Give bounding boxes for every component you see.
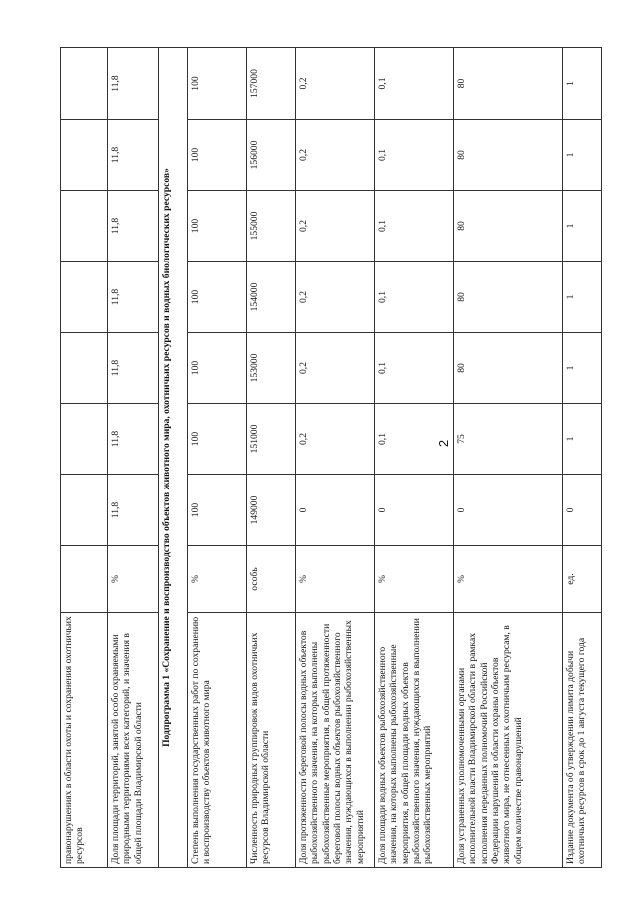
indicator-value: 75 xyxy=(454,404,563,475)
indicator-unit: ед. xyxy=(563,546,602,613)
subprogram-title: Подпрограмма 1 «Сохранение и воспроизводство объектов животного мира, охотничьих ресурсов и водных биологических ресурсов» xyxy=(159,48,188,868)
indicator-value: 11,8 xyxy=(108,120,159,191)
indicator-value: 156000 xyxy=(247,120,296,191)
subprogram-row xyxy=(159,48,188,868)
indicator-value: 0,2 xyxy=(296,333,375,404)
indicator-name: правонарушениях в области охоты и сохранения охотничьих ресурсов xyxy=(61,613,108,868)
indicator-value: 1 xyxy=(563,333,602,404)
indicator-value: 80 xyxy=(454,48,563,120)
indicator-value: 0,2 xyxy=(296,191,375,262)
indicator-name: Доля устраненных уполномоченными органами исполнительной власти Владимирской области в рамках исполнения переданных полномочий Российской Федерации нарушений в области охраны объектов животного мира, не отнесенных к охотничьим ресурсам, в общем количестве правонарушений xyxy=(454,613,563,868)
indicator-value: 0,1 xyxy=(375,48,454,120)
table-row xyxy=(108,48,159,868)
indicator-value: 154000 xyxy=(247,262,296,333)
indicator-value: 1 xyxy=(563,48,602,120)
indicator-unit: % xyxy=(108,546,159,613)
indicator-value: 151000 xyxy=(247,404,296,475)
indicator-value: 0,1 xyxy=(375,120,454,191)
indicator-unit: % xyxy=(188,546,247,613)
indicator-value: 11,8 xyxy=(108,404,159,475)
indicator-value: 153000 xyxy=(247,333,296,404)
indicator-table-rotated xyxy=(60,48,588,868)
indicator-unit: % xyxy=(454,546,563,613)
indicator-value xyxy=(61,120,108,191)
indicator-value: 11,8 xyxy=(108,475,159,546)
table-row xyxy=(188,48,247,868)
indicator-value: 100 xyxy=(188,120,247,191)
indicator-value: 80 xyxy=(454,191,563,262)
indicator-value: 11,8 xyxy=(108,48,159,120)
indicator-value: 1 xyxy=(563,120,602,191)
indicator-value xyxy=(61,404,108,475)
indicator-value xyxy=(61,475,108,546)
indicator-value: 11,8 xyxy=(108,333,159,404)
indicator-value: 0,1 xyxy=(375,333,454,404)
indicator-value: 100 xyxy=(188,191,247,262)
indicator-value: 1 xyxy=(563,404,602,475)
indicator-value xyxy=(61,333,108,404)
indicator-name: Доля площади водных объектов рыбохозяйственного значения, на которых выполнены рыбохозяйственные мероприятия, в общей площади водных объектов рыбохозяйственного значения, нуждающихся в выполнении рыбохозяйственных мероприятий xyxy=(375,613,454,868)
table-row xyxy=(61,48,108,868)
indicator-name: Издание документа об утверждении лимита добычи охотничьих ресурсов в срок до 1 августа текущего года xyxy=(563,613,602,868)
indicator-value: 1 xyxy=(563,191,602,262)
indicator-value: 11,8 xyxy=(108,262,159,333)
indicator-name: Степень выполнения государственных работ по сохранению и воспроизводству объектов животного мира xyxy=(188,613,247,868)
indicator-value: 1 xyxy=(563,262,602,333)
indicator-value: 0,2 xyxy=(296,404,375,475)
table-row xyxy=(296,48,375,868)
indicator-value: 0,2 xyxy=(296,48,375,120)
indicator-value: 100 xyxy=(188,333,247,404)
indicator-value: 0,2 xyxy=(296,262,375,333)
indicator-value: 0 xyxy=(375,475,454,546)
indicator-value: 0,1 xyxy=(375,404,454,475)
indicator-name: Доля площади территорий, занятой особо охраняемыми природными территориями всех категорий, и значения в общей площади Владимирской области xyxy=(108,613,159,868)
indicator-value: 80 xyxy=(454,120,563,191)
indicator-value: 0 xyxy=(563,475,602,546)
table-row xyxy=(454,48,563,868)
indicator-value: 0,1 xyxy=(375,262,454,333)
indicator-value: 157000 xyxy=(247,48,296,120)
indicator-value xyxy=(61,262,108,333)
indicator-value: 149000 xyxy=(247,475,296,546)
indicator-value: 100 xyxy=(188,48,247,120)
indicator-unit: особь xyxy=(247,546,296,613)
indicator-unit xyxy=(61,546,108,613)
indicator-value: 11,8 xyxy=(108,191,159,262)
indicator-table xyxy=(60,47,602,868)
table-row xyxy=(563,48,602,868)
indicator-value: 100 xyxy=(188,404,247,475)
indicator-value: 80 xyxy=(454,262,563,333)
page-number: 2 xyxy=(436,439,452,448)
indicator-value: 155000 xyxy=(247,191,296,262)
table-row xyxy=(247,48,296,868)
indicator-value xyxy=(61,191,108,262)
indicator-value: 100 xyxy=(188,475,247,546)
indicator-value: 0,2 xyxy=(296,120,375,191)
indicator-name: Доля протяженности береговой полосы водных объектов рыбохозяйственного значения, на которых выполнены рыбохозяйственные мероприятия, в общей протяженности береговой полосы водных объектов рыбохозяйственного значения, нуждающихся в выполнении рыбохозяйственных мероприятий xyxy=(296,613,375,868)
indicator-unit: % xyxy=(375,546,454,613)
indicator-value xyxy=(61,48,108,120)
indicator-value: 100 xyxy=(188,262,247,333)
indicator-name: Численность природных группировок видов охотничьих ресурсов Владимирской области xyxy=(247,613,296,868)
table-row xyxy=(375,48,454,868)
indicator-value: 0 xyxy=(454,475,563,546)
indicator-value: 0 xyxy=(296,475,375,546)
indicator-unit: % xyxy=(296,546,375,613)
indicator-value: 80 xyxy=(454,333,563,404)
indicator-value: 0,1 xyxy=(375,191,454,262)
